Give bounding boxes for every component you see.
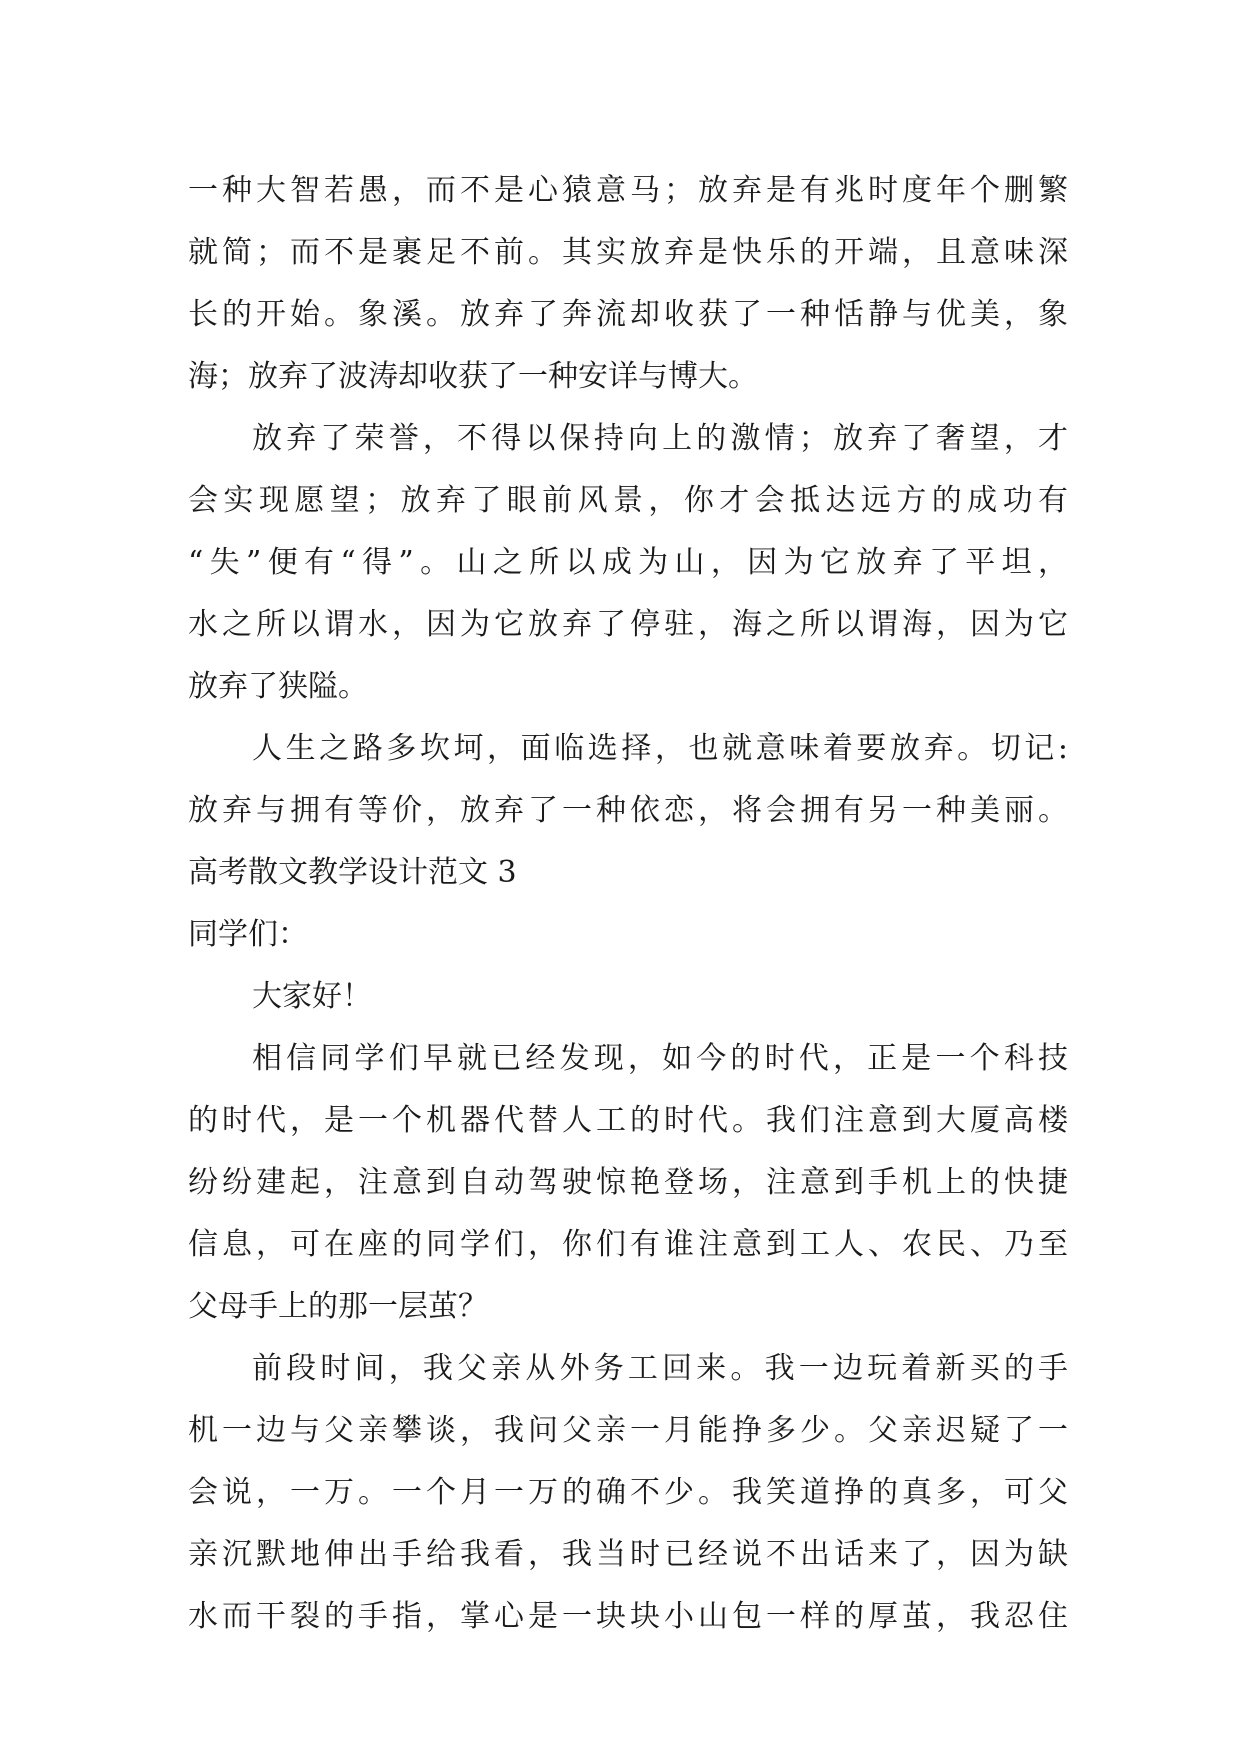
text-line: 海；放弃了波涛却收获了一种安详与博大。 (188, 359, 758, 394)
text-line: 纷纷建起，注意到自动驾驶惊艳登场，注意到手机上的快捷 (188, 1165, 1068, 1200)
greeting: 大家好！ (252, 979, 372, 1014)
text-line: 放弃了荣誉，不得以保持向上的激情；放弃了奢望，才 (252, 421, 1068, 456)
text-line: 水而干裂的手指，掌心是一块块小山包一样的厚茧，我忍住 (188, 1599, 1068, 1634)
text-line: 人生之路多坎坷，面临选择，也就意味着要放弃。切记: (252, 731, 1068, 766)
document-body (188, 160, 1068, 1648)
text-line: 会说，一万。一个月一万的确不少。我笑道挣的真多，可父 (188, 1475, 1068, 1510)
text-line: 一种大智若愚，而不是心猿意马；放弃是有兆时度年个删繁 (188, 173, 1068, 208)
text-line: 放弃与拥有等价，放弃了一种依恋，将会拥有另一种美丽。 (188, 793, 1068, 828)
text-line: 放弃了狭隘。 (188, 669, 368, 704)
text-line: 机一边与父亲攀谈，我问父亲一月能挣多少。父亲迟疑了一 (188, 1413, 1068, 1448)
text-line: 会实现愿望；放弃了眼前风景，你才会抵达远方的成功有 (188, 483, 1068, 518)
text-line: 的时代，是一个机器代替人工的时代。我们注意到大厦高楼 (188, 1103, 1068, 1138)
text-line: 就简；而不是裹足不前。其实放弃是快乐的开端，且意味深 (188, 235, 1068, 270)
salutation: 同学们： (188, 917, 308, 952)
text-line: 水之所以谓水，因为它放弃了停驻，海之所以谓海，因为它 (188, 607, 1068, 642)
text-line: 亲沉默地伸出手给我看，我当时已经说不出话来了，因为缺 (188, 1537, 1068, 1572)
section-heading: 高考散文教学设计范文 3 (188, 855, 517, 890)
text-line: 相信同学们早就已经发现，如今的时代，正是一个科技 (252, 1041, 1068, 1076)
text-line: 前段时间，我父亲从外务工回来。我一边玩着新买的手 (252, 1351, 1068, 1386)
text-line: 长的开始。象溪。放弃了奔流却收获了一种恬静与优美，象 (188, 297, 1068, 332)
text-line: 信息，可在座的同学们，你们有谁注意到工人、农民、乃至 (188, 1227, 1068, 1262)
text-line: 父母手上的那一层茧？ (188, 1289, 488, 1324)
text-line: “失”便有“得”。山之所以成为山，因为它放弃了平坦， (188, 545, 1068, 580)
